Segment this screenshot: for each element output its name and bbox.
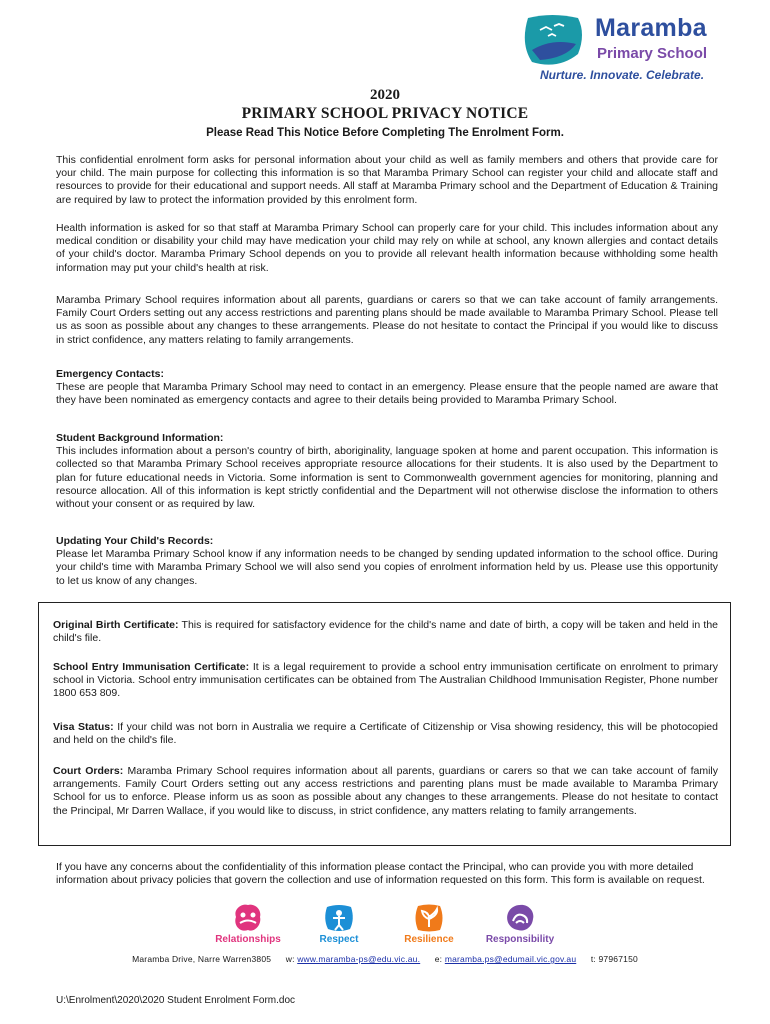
responsibility-label: Responsibility	[485, 934, 555, 945]
footer-email-prefix: e:	[434, 954, 443, 964]
emergency-heading: Emergency Contacts:	[56, 368, 164, 380]
immunisation-item	[53, 661, 718, 701]
contact-footer	[0, 954, 770, 964]
immunisation-label: School Entry Immunisation Certificate:	[53, 661, 250, 673]
closing-paragraph: If you have any concerns about the confidentiality of this information please contact the Principal, who can provide you with more detailed information about privacy policies that govern the collection and use of information requested on this form. This form is available on request.	[56, 861, 705, 887]
footer-web-group	[286, 954, 420, 964]
requirements-box	[38, 602, 731, 846]
family-paragraph: Maramba Primary School requires information about all parents, guardians or carers so that we can take account of family arrangements. Family Court Orders setting out any access restrictions and parenting plans should be made available to Maramba Primary School. Please tell us as soon as possible about any changes to these arrangements. Please do not hesitate to contact the Principal if you would like to discuss in strict confidence, any matters relating to family arrangements.	[56, 294, 718, 346]
visa-status-label: Visa Status:	[53, 721, 114, 733]
footer-email-link[interactable]: maramba.ps@edumail.vic.gov.au	[444, 954, 577, 964]
school-logo	[515, 8, 730, 88]
court-orders-item	[53, 765, 718, 818]
immunisation-text: It is a legal requirement to provide a school entry immunisation certificate on enrolment to primary school in Victoria. School entry immunisation certificates can be obtained from The Australian Childhood Immunisation Register, Phone number 1800 653 809.	[53, 661, 719, 700]
court-orders-text: Maramba Primary School requires information about all parents, guardians or carers so that we can take account of family arrangements. Family Court Orders setting out any access restrictions and parenting plans must be made available to Maramba Primary School for us to enforce. Please inform us as soon as possible about any changes to these arrangements. Please do not hesitate to contact the Principal, Mr Darren Wallace, if you would like to discuss, in strict confidence, any matters relating to family arrangements.	[53, 765, 718, 817]
records-text: Please let Maramba Primary School know if any information needs to be changed by sending updated information to the school office. During your child's time with Maramba Primary School we will also send you copies of enrolment information held by us. Please use this opportunity to let us know of any changes.	[56, 548, 718, 587]
birth-certificate-text: This is required for satisfactory evidence for the child's name and date of birth, a copy will be taken and held in the child's file.	[53, 619, 718, 645]
relationships-icon	[232, 903, 264, 933]
logo-badge-icon	[518, 14, 586, 68]
school-values	[0, 903, 770, 953]
intro-paragraph: This confidential enrolment form asks for personal information about your child as well as family members and others that provide care for your child. The main purpose for collecting this information is so that Maramba Primary School can register your child and allocate staff and resources to provide for their educational and support needs. All staff at Maramba Primary school and the Department of Education & Training are required by law to protect the information provided by this enrolment form.	[56, 154, 718, 206]
footer-phone-group	[591, 954, 638, 964]
footer-phone-prefix: t:	[590, 954, 596, 964]
health-paragraph: Health information is asked for so that staff at Maramba Primary School can properly care for your child. This includes information about any medical condition or disability your child may have medication your child may rely on while at school, any known allergies and contact details of your child's doctor. Maramba Primary School depends on you to provide all relevant health information because withholding some health information may put your child's health at risk.	[56, 222, 718, 274]
court-orders-label: Court Orders:	[53, 765, 124, 777]
resilience-label: Resilience	[404, 934, 454, 945]
file-path: U:\Enrolment\2020\2020 Student Enrolment Form.doc	[56, 995, 296, 1006]
background-heading: Student Background Information:	[56, 432, 224, 444]
background-section	[56, 432, 718, 511]
birth-certificate-item	[53, 619, 718, 645]
birth-certificate-label: Original Birth Certificate:	[53, 619, 179, 631]
emergency-section	[56, 368, 718, 408]
respect-label: Respect	[319, 934, 359, 945]
responsibility-icon	[504, 903, 536, 933]
visa-status-text: If your child was not born in Australia we require a Certificate of Citizenship or Visa showing residency, this will be photocopied and held on the child's file.	[53, 721, 718, 747]
value-responsibility	[475, 903, 565, 945]
records-section	[56, 535, 718, 588]
background-text: This includes information about a person's country of birth, aboriginality, language spoken at home and parent occupation. This information is collected so that Maramba Primary School receives appropriate resource allocations for their students. It is also used by the Department to plan for future educational needs in Victoria. Some information is sent to Commonwealth government agencies for monitoring, planning and resource allocation. All of this information is kept strictly confidential and the Department will not otherwise disclose the information to others without your consent or as required by law.	[56, 445, 718, 511]
emergency-text: These are people that Maramba Primary School may need to contact in an emergency. Please ensure that the people named are aware that they have been nominated as emergency contacts and agree to their details being provided to Maramba Primary School.	[56, 381, 718, 407]
records-heading: Updating Your Child's Records:	[56, 535, 214, 547]
document-subtitle: Please Read This Notice Before Completing The Enrolment Form.	[206, 127, 564, 139]
relationships-label: Relationships	[215, 934, 281, 945]
document-year: 2020	[370, 87, 400, 103]
footer-phone: 97967150	[598, 954, 638, 964]
resilience-icon	[413, 903, 445, 933]
respect-icon	[323, 903, 355, 933]
logo-name: Maramba	[595, 14, 707, 42]
value-relationships	[203, 903, 293, 945]
footer-email-group	[435, 954, 577, 964]
footer-web-link[interactable]: www.maramba-ps@edu.vic.au.	[297, 954, 421, 964]
logo-subtitle: Primary School	[597, 45, 708, 62]
footer-address: Maramba Drive, Narre Warren3805	[132, 954, 272, 964]
value-respect	[294, 903, 384, 945]
document-title: PRIMARY SCHOOL PRIVACY NOTICE	[241, 105, 529, 122]
logo-tagline: Nurture. Innovate. Celebrate.	[540, 68, 705, 82]
visa-status-item	[53, 721, 718, 747]
value-resilience	[384, 903, 474, 945]
footer-web-prefix: w:	[285, 954, 295, 964]
